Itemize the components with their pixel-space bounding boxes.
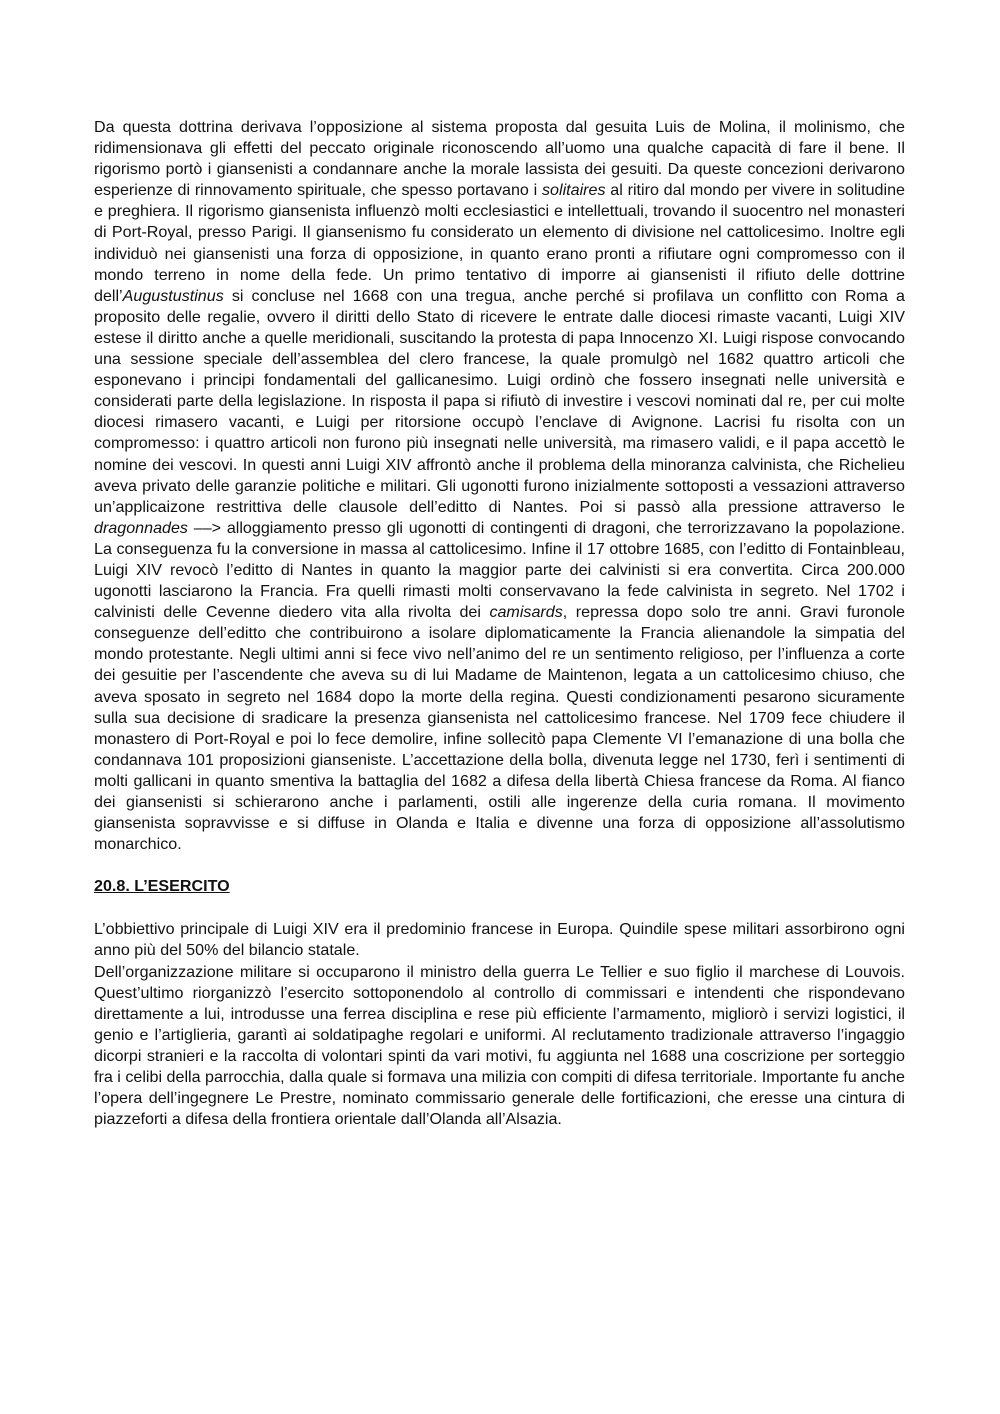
italic-term-dragonnades: dragonnades [94, 518, 188, 537]
paragraph-jansenism [94, 117, 905, 855]
text-run: si concluse nel 1668 con una tregua, anche perché si profilava un conflitto con Roma a proposito delle regalie, ovvero il diritti dello Stato di ricevere le entrate dalle diocesi rimaste vacanti, Luigi XIV estese il diritto anche a quelle meridionali, suscitando la protesta di papa Innocenzo XI. Luigi rispose convocando una sessione speciale dell’assemblea del clero francese, la quale promulgò nel 1682 quattro articoli che esponevano i principi fondamentali del gallicanesimo. Luigi ordinò che fossero insegnati nelle università e considerati parte della legislazione. In risposta il papa si rifiutò di investire i vescovi nominati dal re, per cui molte diocesi rimasero vacanti, e Luigi per ritorsione occupò l’enclave di Avignone. Lacrisi fu risolta con un compromesso: i quattro articoli non furono più insegnati nelle università, ma rimasero validi, e il papa accettò le nomine dei vescovi. In questi anni Luigi XIV affrontò anche il problema della minoranza calvinista, che Richelieu aveva privato delle garanzie politiche e militari. Gli ugonotti furono inizialmente sottoposti a vessazioni attraverso un’applicaizone restrittiva delle clausole dell’editto di Nantes. Poi si passò alla pressione attraverso le [94, 286, 905, 516]
italic-term-solitaires: solitaires [542, 181, 606, 200]
text-run: Da questa dottrina derivava l’opposizione al sistema proposta dal gesuita Luis de Molina, il molinismo, che ridimensionava gli effetti del peccato originale riconoscendo all’uomo una qualche capacità di fare il bene. Il rigorismo portò i giansenisti a condannare anche la morale lassista dei gesuiti. Da queste concezioni derivarono esperienze di rinnovamento spirituale, che spesso portavano i [94, 118, 905, 200]
italic-term-augustinus: Augustustinus [122, 286, 224, 305]
text-run: al ritiro dal mondo per vivere in solitudine e preghiera. Il rigorismo giansenista influenzò molti ecclesiastici e intellettuali, trovando il suocentro nel monasteri di Port-Royal, presso Parigi. Il giansenismo fu considerato un elemento di divisione nel cattolicesimo. Inoltre egli individuò nei giansenisti una forza di opposizione, in quanto erano pronti a rifiutare ogni compromesso con il mondo terreno in nome della fede. Un primo tentativo di imporre ai giansenisti il rifiuto delle dottrine dell’ [94, 181, 905, 305]
section-heading: 20.8. L’ESERCITO [94, 877, 230, 896]
text-run: , repressa dopo solo tre anni. Gravi furonole conseguenze dell’editto che contribuirono a isolare diplomaticamente la Francia alienandole la simpatia del mondo protestante. Negli ultimi anni si fece vivo nell’animo del re un sentimento religioso, per l’influenza a corte dei gesuitie per l’ascendente che aveva su di lui Madame de Maintenon, legata a un cattolicesimo chiuso, che aveva sposato in segreto nel 1684 dopo la morte della regina. Questi condizionamenti pesarono sicuramente sulla sua decisione di sradicare la presenza giansenista nel cattolicesimo francese. Nel 1709 fece chiudere il monastero di Port-Royal e poi lo fece demolire, infine sollecitò papa Clemente VI l’emanazione di una bolla che condannava 101 proposizioni gianseniste. L’accettazione della bolla, divenuta legge nel 1730, ferì i sentimenti di molti gallicani in quanto smentiva la battaglia del 1682 a difesa della libertà Chiesa francese da Roma. Al fianco dei giansenisti si schierarono anche i parlamenti, ostili alle ingerenze della curia romana. Il movimento giansenista sopravvisse e si diffuse in Olanda e Italia e divenne una forza di opposizione all’assolutismo monarchico. [94, 603, 905, 854]
paragraph-army-intro: L’obbiettivo principale di Luigi XIV era il predominio francese in Europa. Quindile spese militari assorbirono ogni anno più del 50% del bilancio statale. [94, 920, 905, 960]
italic-term-camisards: camisards [489, 603, 563, 622]
paragraph-army-organization: Dell’organizzazione militare si occuparono il ministro della guerra Le Tellier e suo figlio il marchese di Louvois. Quest’ultimo riorganizzò l’esercito sottoponendolo al controllo di commissari e intendenti che rispondevano direttamente a lui, introdusse una ferrea disciplina e rese più efficiente l’armamento, migliorò i servizi logistici, il genio e l’artiglieria, garantì ai soldatipaghe regolari e uniformi. Al reclutamento tradizionale attraverso l’ingaggio dicorpi stranieri e la raccolta di volontari spinti da vari motivi, fu aggiunta nel 1688 una coscrizione per sorteggio fra i celibi della parrocchia, dalla quale si formava una milizia con compiti di difesa territoriale. Importante fu anche l’opera dell’ingegnere Le Prestre, nominato commissario generale delle fortificazioni, che eresse una cintura di piazzeforti a difesa della frontiera orientale dall’Olanda all’Alsazia. [94, 962, 905, 1129]
document-page [94, 117, 905, 1130]
text-run: ––> alloggiamento presso gli ugonotti di contingenti di dragoni, che terrorizzavano la popolazione. La conseguenza fu la conversione in massa al cattolicesimo. Infine il 17 ottobre 1685, con l’editto di Fontainbleau, Luigi XIV revocò l’editto di Nantes in quanto la maggior parte dei calvinisti si era convertita. Circa 200.000 ugonotti lasciarono la Francia. Fra quelli rimasti molti conservavano la fede calvinista in segreto. Nel 1702 i calvinisti delle Cevenne diedero vita alla rivolta dei [94, 518, 905, 622]
